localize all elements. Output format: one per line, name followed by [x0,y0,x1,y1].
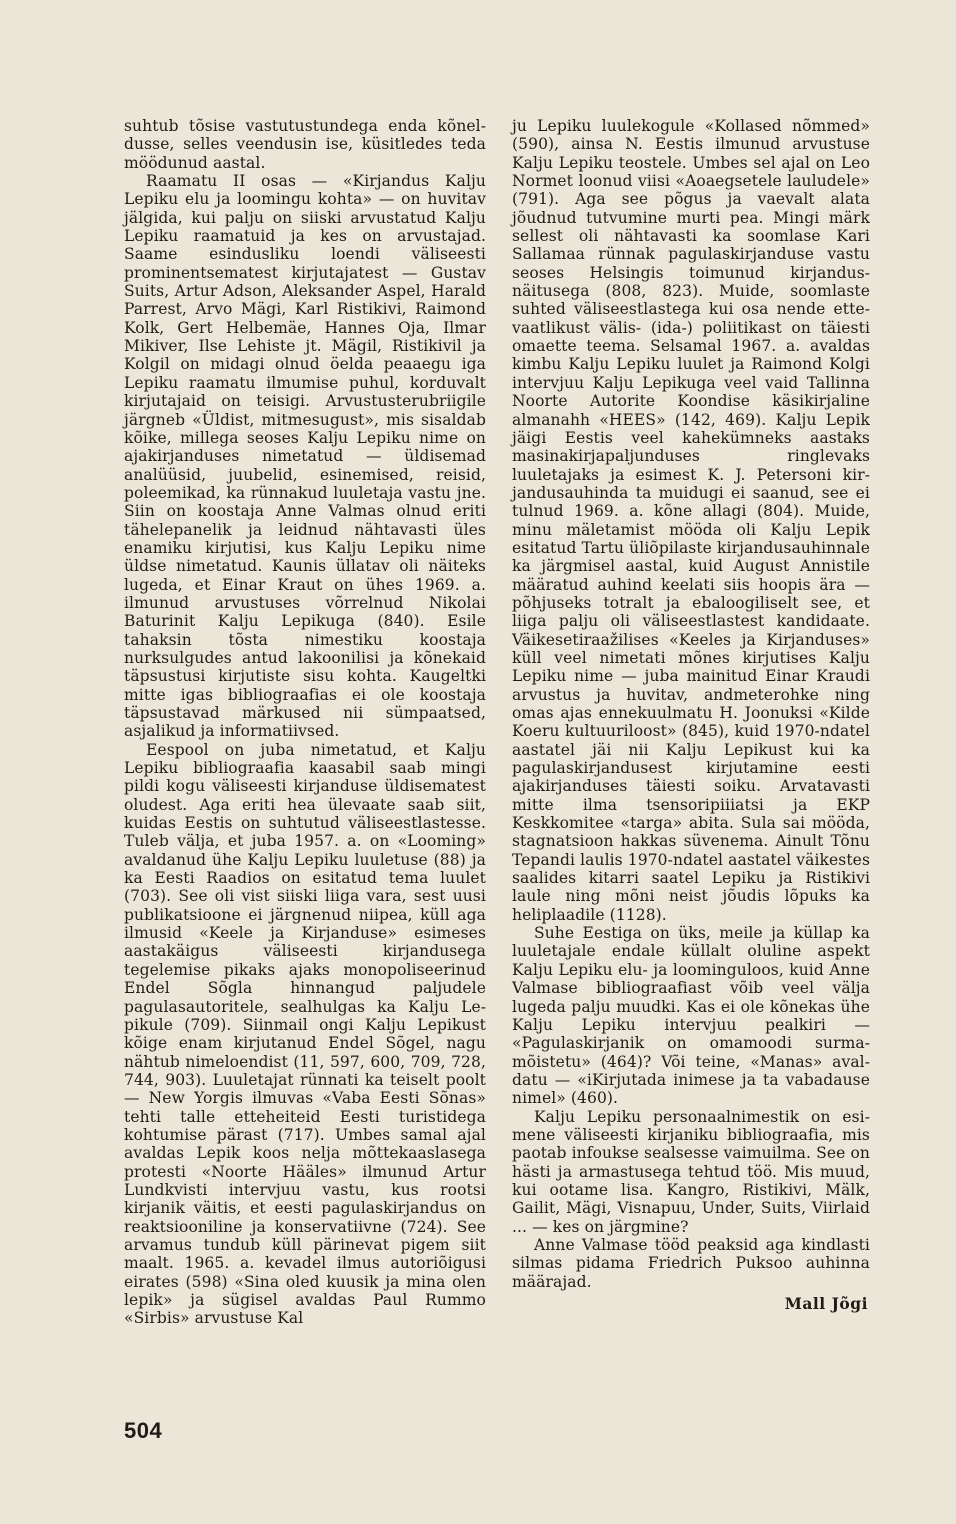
right-text-column [512,117,870,1313]
left-text-column [124,117,486,1328]
author-signature: Mall Jõgi [784,1294,868,1313]
paragraph: Suhe Eestiga on üks, meile ja küllap ka luuletajale endale küllalt oluline aspekt Kalju Lepiku elu- ja loominguloos, kuid Anne Valmase bibliograafiast võib veel välja lugeda palju muudki. Kas ei ole kõnekas ühe Kalju Lepiku intervjuu pealkiri — «Pagulaskirjanik on omamoodi surmamõistetu» (464)? Või teine, «Manas» avaldatu — «iKirjutada inimese ja ta vabadause nimel» (460). [512,924,870,1108]
paragraph: Eespool on juba nimetatud, et Kalju Lepiku bibliograafia kaasabil saab mingi pildi kogu väliseesti kirjanduse üldisematest oludest. Aga eriti hea ülevaate saab siit, kuidas Eestis on suhtutud väliseestlastesse. Tuleb välja, et juba 1957. a. on «Looming» avaldanud ühe Kalju Lepiku luuletuse (88) ja ka Eesti Raadios on esitatud tema luulet (703). See oli vist siiski liiga vara, sest uusi publikatsioone ei järgnenud niipea, küll aga ilmusid «Keele ja Kirjanduse» esimeses aastakäigus väliseesti kirjandusega tegelemise pikaks ajaks monopoliseerinud Endel Sõgla hinnangud paljudele pagulasautoritele, sealhulgas ka Kalju Lepikule (709). Siinmail ongi Kalju Lepikust kõige enam kirjutanud Endel Sõgel, nagu nähtub nimeloendist (11, 597, 600, 709, 728, 744, 903). Luuletajat rünnati ka teiselt poolt — New Yorgis ilmuvas «Vaba Eesti Sõnas» tehti talle etteheiteid Eesti turistidega kohtumise pärast (717). Umbes samal ajal avaldas Lepik koos nelja mõttekaaslasega protesti «Noorte Hääles» ilmunud Artur Lundkvisti intervjuu vastu, kus rootsi kirjanik väitis, et eesti pagulaskirjandus on reaktsiooniline ja konservatiivne (724). See arvamus tundub küll pärinevat pigem siit maalt. 1965. a. kevadel ilmus autoriõigusi eirates (598) «Sina oled kuusik ja mina olen lepik» ja sügisel avaldas Paul Rummo «Sirbis» arvustuse Kal [124,740,486,1328]
paragraph: Kalju Lepiku personaalnimestik on esimene väliseesti kirjaniku bibliograafia, mis paotab infoukse sealsesse vaimuilma. See on hästi ja armastusega tehtud töö. Mis muud, kui ootame lisa. Kangro, Ristikivi, Mälk, Gailit, Mägi, Visnapuu, Under, Suits, Viirlaid ... — kes on järgmine? [512,1107,870,1236]
page-number: 504 [124,1418,163,1443]
paragraph: suhtub tõsise vastutustundega enda kõneldusse, selles veendusin ise, küsitledes teda möödunud aastal. [124,117,486,172]
paragraph: Anne Valmase tööd peaksid aga kindlasti silmas pidama Friedrich Puksoo auhinna määrajad. [512,1235,870,1291]
paragraph: Raamatu II osas — «Kirjandus Kalju Lepiku elu ja loomingu kohta» — on huvitav jälgida, kui palju on siiski arvustatud Kalju Lepiku raamatuid ja kes on arvustajad. Saame esindusliku loendi väliseesti prominentsematest kirjutajatest — Gustav Suits, Artur Adson, Aleksander Aspel, Harald Parrest, Arvo Mägi, Karl Ristikivi, Raimond Kolk, Gert Helbemäe, Hannes Oja, Ilmar Mikiver, Ilse Lehiste jt. Mägil, Ristikivil ja Kolgil on midagi olnud öelda peaaegu iga Lepiku raamatu ilmumise puhul, korduvalt kirjutajaid on teisigi. Arvustusterubriigile järgneb «Üldist, mitmesugust», mis sisaldab kõike, millega seoses Kalju Lepiku nime on ajakirjanduses nimetatud — üldisemad analüüsid, juubelid, esinemised, reisid, poleemikad, ka rünnakud luuletaja vastu jne. Siin on koostaja Anne Valmas olnud eriti tähelepanelik ja leidnud nähtavasti üles enamiku kirjutisi, kus Kalju Lepiku nime üldse nimetatud. Kaunis üllatav oli näiteks lugeda, et Einar Kraut on ühes 1969. a. ilmunud arvustuses võrrelnud Nikolai Baturinit Kalju Lepikuga (840). Esile tahaksin tõsta nimestiku koostaja nurksulgudes antud lakoonilisi ja kõnekaid täpsustusi kirjutiste sisu kohta. Kaugeltki mitte igas bibliograafias ei ole koostaja täpsustavad märkused nii sümpaatsed, asjalikud ja informatiivsed. [124,172,486,741]
paragraph: ju Lepiku luulekogule «Kollased nõmmed» (590), ainsa N. Eestis ilmunud arvustuse Kalju Lepiku teostele. Umbes sel ajal on Leo Normet loonud viisi «Aoaegsetele lauludele» (791). Aga see põgus ja vaevalt alata jõudnud tutvumine murti pea. Mingi märk sellest oli nähtavasti ka soomlase Kari Sallamaa rünnak pagulaskirjanduse vastu seoses Helsingis toimunud kirjandusnäitusega (808, 823). Muide, soomlaste suhted väliseestlastega kui osa nende ettevaatlikust välis- (ida-) poliitikast on täiesti omaette teema. Selsamal 1967. a. avaldas kimbu Kalju Lepiku luulet ja Raimond Kolgi intervjuu Kalju Lepikuga veel vaid Tallinna Noorte Autorite Koondise käsikirjaline almanahh «HEES» (142, 469). Kalju Lepik jäigi Eestis veel kahekümneks aastaks masinakirjapaljunduses ringlevaks luuletajaks ja esimest K. J. Petersoni kirjandusauhinda ta muidugi ei saanud, see ei tulnud 1969. a. kõne allagi (804). Muide, minu mäletamist mööda oli Kalju Lepik esitatud Tartu üliõpilaste kirjandusauhinnale ka järgmisel aastal, kuid August Annistile määratud auhind keelati siis hoopis ära — põhjuseks totralt ja ebaloogiliselt see, et liiga palju oli väliseestlastest kandidaate. Väikesetiraažilises «Keeles ja Kirjanduses» küll veel nimetati mõnes kirjutises Kalju Lepiku nime — juba mainitud Einar Kraudi arvustus ja huvitav, andmeterohke ning omas ajas ennekuulmatu H. Joonuksi «Kilde Koeru kultuuriloost» (845), kuid 1970-ndatel aastatel jäi nii Kalju Lepikust kui ka pagulaskirjandusest kirjutamine eesti ajakirjanduses täiesti soiku. Arvatavasti mitte ilma tsensoripiiiatsi ja EKP Keskkomitee «targa» abita. Sula sai mööda, stagnatsioon hakkas süvenema. Ainult Tõnu Tepandi laulis 1970-ndatel aastatel väikestes saalides kitarri saatel Lepiku ja Ristikivi laule ning mõni neist jõudis lõpuks ka heliplaadile (1128). [512,117,870,924]
